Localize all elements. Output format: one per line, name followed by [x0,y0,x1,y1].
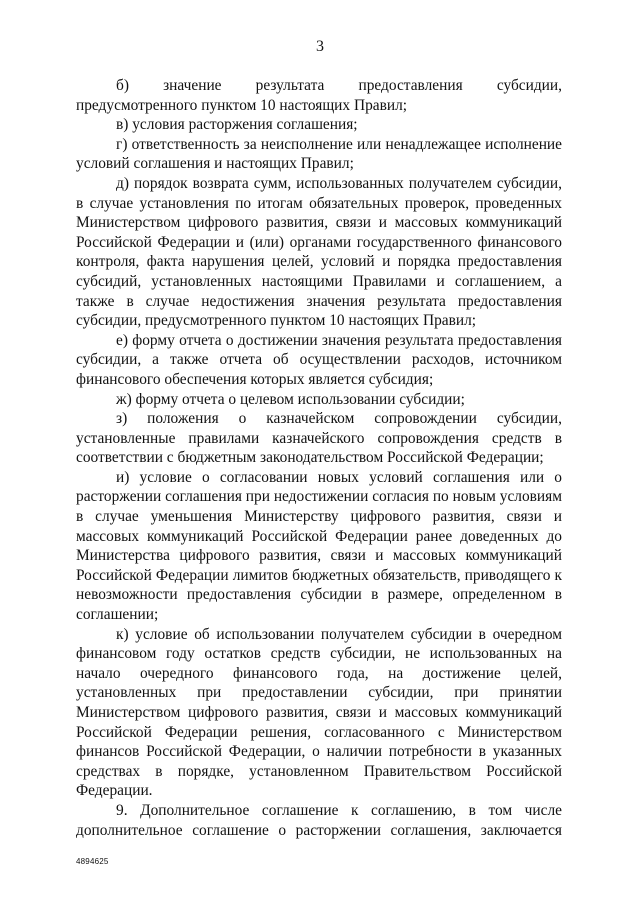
paragraph-b: б) значение результата предоставления субсидии, предусмотренного пунктом 10 настоящих Правил; [76,77,562,114]
paragraph-9: 9. Дополнительное соглашение к соглашению, в том числе дополнительное соглашение о расторжении соглашения, заключается [76,801,562,839]
paragraph-g: г) ответственность за неисполнение или ненадлежащее исполнение условий соглашения и настоящих Правил; [76,135,562,173]
paragraph-e: е) форму отчета о достижении значения результата предоставления субсидии, а также отчета об осуществлении расходов, источником финансового обеспечения которых является субсидия; [76,331,562,388]
paragraph-v: в) условия расторжения соглашения; [116,116,358,134]
page-number: 3 [316,38,324,55]
document-code: 4894625 [76,857,109,866]
paragraph-zh: ж) форму отчета о целевом использовании субсидии; [116,390,465,408]
document-body [76,76,562,840]
paragraph-d: д) порядок возврата сумм, использованных получателем субсидии, в случае установления по итогам обязательных проверок, проведенных Министерством цифрового развития, связи и массовых коммуникаций Российской Федерации и (или) органами государственного финансового контроля, факта нарушения целей, условий и порядка предоставления субсидий, установленных настоящими Правилами и соглашением, а также в случае недостижения значения результата предоставления субсидии, предусмотренного пунктом 10 настоящих Правил; [76,174,562,330]
paragraph-z: з) положения о казначейском сопровождении субсидии, установленные правилами казначейского сопровождения средств в соответствии с бюджетным законодательством Российской Федерации; [76,410,562,467]
paragraph-k: к) условие об использовании получателем субсидии в очередном финансовом году остатков средств субсидии, не использованных на начало очередного финансового года, на достижение целей, установленных при предоставлении субсидии, при принятии Министерством цифрового развития, связи и массовых коммуникаций Российской Федерации решения, согласованного с Министерством финансов Российской Федерации, о наличии потребности в указанных средствах в порядке, установленном Правительством Российской Федерации. [76,625,562,800]
paragraph-i: и) условие о согласовании новых условий соглашения или о расторжении соглашения при недостижении согласия по новым условиям в случае уменьшения Министерству цифрового развития, связи и массовых коммуникаций Российской Федерации ранее доведенных до Министерства цифрового развития, связи и массовых коммуникаций Российской Федерации лимитов бюджетных обязательств, приводящего к невозможности предоставления субсидии в размере, определенном в соглашении; [76,468,562,624]
